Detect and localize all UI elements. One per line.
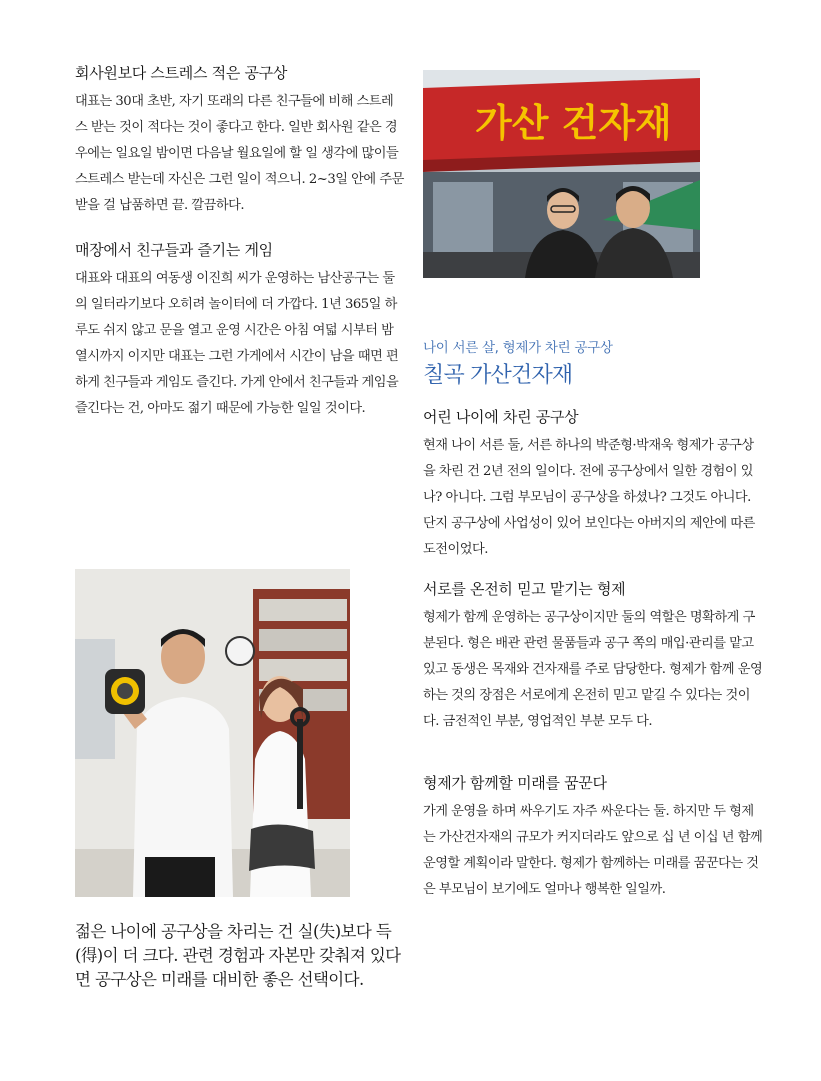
section-heading: 매장에서 친구들과 즐기는 게임 <box>75 241 273 259</box>
article-kicker: 나이 서른 살, 형제가 차린 공구상 <box>423 340 613 356</box>
section-stress <box>75 62 405 219</box>
photo-caption: 젊은 나이에 공구상을 차리는 건 실(失)보다 득(得)이 더 크다. 관련 경험과 자본만 갖춰져 있다면 공구상은 미래를 대비한 좋은 선택이다. <box>75 922 401 989</box>
section-body: 형제가 함께 운영하는 공구상이지만 둘의 역할은 명확하게 구분된다. 형은 배관 관련 물품들과 공구 쪽의 매입·관리를 맡고 있고 동생은 목재와 건자재를 주로 담당한다. 형제가 함께 운영하는 것의 장점은 서로에게 온전히 믿고 맡길 수 있다는 것이다. 금전적인 부분, 영업적인 부분 모두 다. <box>423 610 763 729</box>
section-game <box>75 239 405 422</box>
left-column <box>75 62 405 422</box>
right-section-future <box>423 772 763 903</box>
store-front-photo <box>423 70 700 278</box>
right-section-young <box>423 406 763 563</box>
section-body: 대표와 대표의 여동생 이진희 씨가 운영하는 남산공구는 둘의 일터라기보다 오히려 놀이터에 더 가깝다. 1년 365일 하루도 쉬지 않고 문을 열고 운영 시간은 아침 여덟 시부터 밤 열시까지 이지만 대표는 그런 가게에서 시간이 남을 때면 편하게 친구들과 게임도 즐긴다. 가게 안에서 친구들과 게임을 즐긴다는 건, 아마도 젊기 때문에 가능한 일일 것이다. <box>75 271 399 416</box>
sign-text: 가산 건자재 <box>475 101 672 145</box>
section-body: 대표는 30대 초반, 자기 또래의 다른 친구들에 비해 스트레스 받는 것이 적다는 것이 좋다고 한다. 일반 회사원 같은 경우에는 일요일 밤이면 다음날 월요일에 할 일 생각에 많이들 스트레스 받는데 자신은 그런 일이 적으니. 2~3일 안에 주문 받을 걸 납품하면 끝. 깔끔하다. <box>75 94 404 213</box>
siblings-illustration <box>75 569 350 897</box>
right-section-trust <box>423 578 763 735</box>
article-title: 칠곡 가산건자재 <box>423 363 573 388</box>
section-body: 현재 나이 서른 둘, 서른 하나의 박준형·박재욱 형제가 공구상을 차린 건 2년 전의 일이다. 전에 공구상에서 일한 경험이 있나? 아니다. 그럼 부모님이 공구상을 하셨나? 그것도 아니다. 단지 공구상에 사업성이 있어 보인다는 아버지의 제안에 따른 도전이었다. <box>423 438 755 557</box>
section-heading: 형제가 함께할 미래를 꿈꾼다 <box>423 774 607 792</box>
section-heading: 회사원보다 스트레스 적은 공구상 <box>75 64 288 82</box>
section-heading: 서로를 온전히 믿고 맡기는 형제 <box>423 580 626 598</box>
section-heading: 어린 나이에 차린 공구상 <box>423 408 579 426</box>
right-article-header <box>423 336 763 389</box>
section-body: 가게 운영을 하며 싸우기도 자주 싸운다는 둘. 하지만 두 형제는 가산건자재의 규모가 커지더라도 앞으로 십 년 이십 년 함께 운영할 계획이라 말한다. 형제가 함께하는 미래를 꿈꾼다는 것은 부모님이 보기에도 얼마나 행복한 일일까. <box>423 804 763 897</box>
siblings-photo <box>75 569 350 897</box>
store-front-illustration <box>423 70 700 278</box>
